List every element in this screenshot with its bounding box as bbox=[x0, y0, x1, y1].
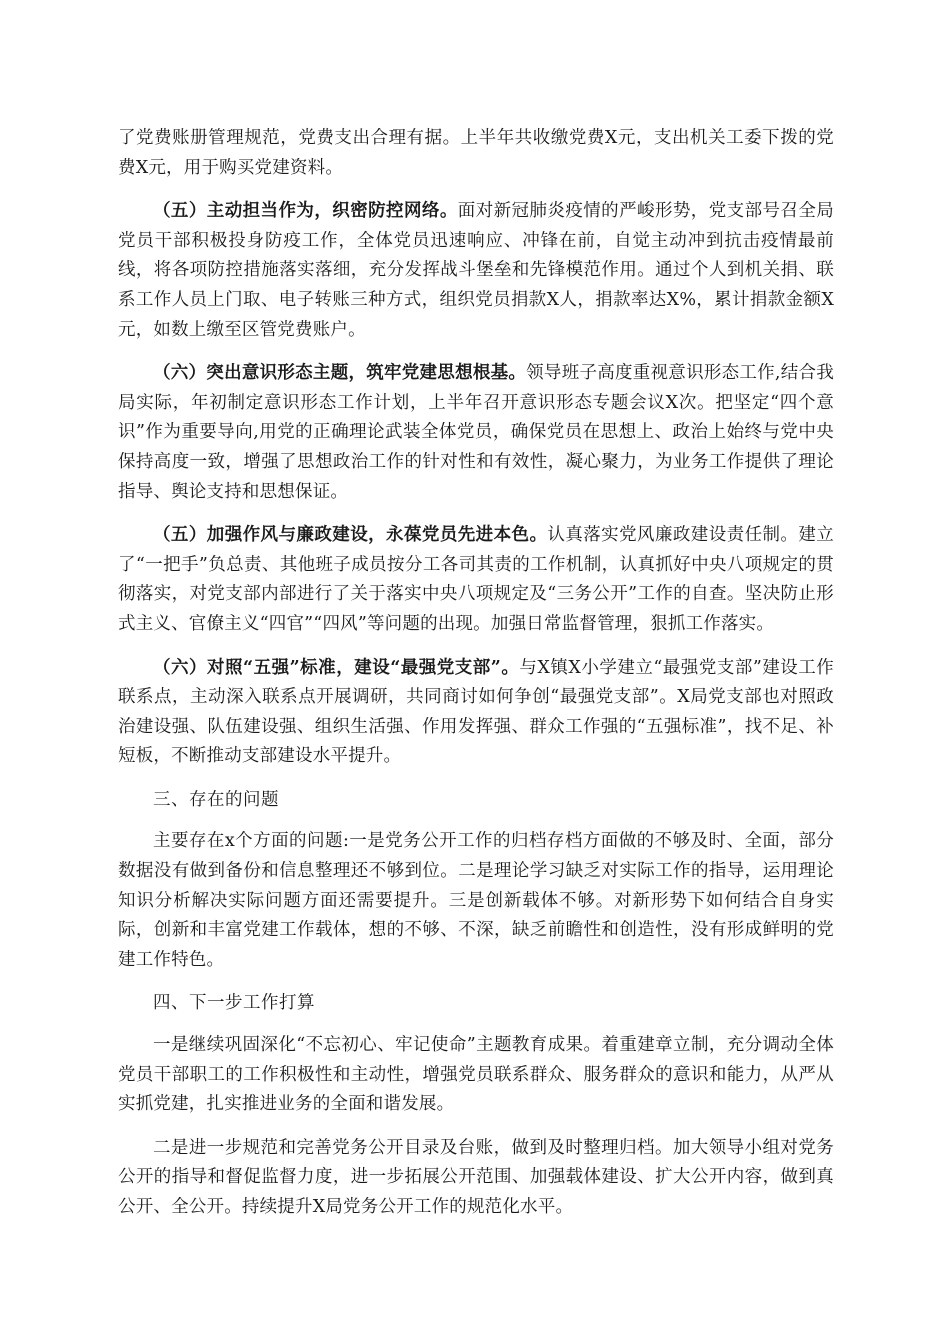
paragraph-strongest-branch bbox=[118, 654, 834, 772]
paragraph-text: 认真落实党风廉政建设责任制。建立了“一把手”负总责、其他班子成员按分工各司其责的工作机制，认真抓好中央八项规定的贯彻落实，对党支部内部进行了关于落实中央八项规定及“三务公开”工作的自查。坚决防止形式主义、官僚主义“四官”“四风”等问题的出现。加强日常监督管理，狠抓工作落实。 bbox=[118, 525, 834, 634]
paragraph-lead: （六）对照“五强”标准，建设“最强党支部”。 bbox=[153, 657, 520, 678]
paragraph-text: 与X镇X小学建立“最强党支部”建设工作联系点，主动深入联系点开展调研，共同商讨如何争创“最强党支部”。X局党支部也对照政治建设强、队伍建设强、组织生活强、作用发挥强、群众工作强的“五强标准”，找不足、补短板，不断推动支部建设水平提升。 bbox=[118, 657, 834, 767]
paragraph-next-step-1 bbox=[118, 1031, 834, 1120]
paragraph-next-step-2 bbox=[118, 1134, 834, 1223]
section-heading-next-steps: 四、下一步工作打算 bbox=[153, 993, 315, 1014]
paragraph-lead: （五）主动担当作为，织密防控网络。 bbox=[153, 201, 458, 222]
paragraph-text: 主要存在x个方面的问题:一是党务公开工作的归档存档方面做的不够及时、全面，部分数据没有做到备份和信息整理还不够到位。二是理论学习缺乏对实际工作的指导，运用理论知识分析解决实际问题方面还需要提升。三是创新载体不够。对新形势下如何结合自身实际，创新和丰富党建工作载体，想的不够、不深，缺乏前瞻性和创造性，没有形成鲜明的党建工作特色。 bbox=[118, 831, 834, 970]
paragraph-text: 一是继续巩固深化“不忘初心、牢记使命”主题教育成果。着重建章立制，充分调动全体党员干部职工的工作积极性和主动性，增强党员联系群众、服务群众的意识和能力，从严从实抓党建，扎实推进业务的全面和谐发展。 bbox=[118, 1035, 834, 1115]
paragraph-party-fee bbox=[118, 124, 834, 183]
paragraph-epidemic-control bbox=[118, 197, 834, 345]
paragraph-text: 二是进一步规范和完善党务公开目录及台账，做到及时整理归档。加大领导小组对党务公开的指导和督促监督力度，进一步拓展公开范围、加强载体建设、扩大公开内容，做到真公开、全公开。持续提升X局党务公开工作的规范化水平。 bbox=[118, 1137, 834, 1217]
paragraph-text: 领导班子高度重视意识形态工作,结合我局实际，年初制定意识形态工作计划，上半年召开意识形态专题会议X次。把坚定“四个意识”作为重要导向,用党的正确理论武装全体党员，确保党员在思想上、政治上始终与党中央保持高度一致，增强了思想政治工作的针对性和有效性，凝心聚力，为业务工作提供了理论指导、舆论支持和思想保证。 bbox=[118, 363, 834, 502]
paragraph-lead: （五）加强作风与廉政建设，永葆党员先进本色。 bbox=[153, 525, 548, 546]
paragraph-ideology bbox=[118, 359, 834, 507]
paragraph-problems bbox=[118, 827, 834, 975]
document-page bbox=[118, 124, 834, 1237]
section-heading-problems: 三、存在的问题 bbox=[153, 789, 279, 810]
paragraph-text: 了党费账册管理规范，党费支出合理有据。上半年共收缴党费X元，支出机关工委下拨的党费X元，用于购买党建资料。 bbox=[118, 128, 834, 178]
paragraph-integrity bbox=[118, 521, 834, 639]
paragraph-text: 面对新冠肺炎疫情的严峻形势，党支部号召全局党员干部积极投身防疫工作，全体党员迅速响应、冲锋在前，自觉主动冲到抗击疫情最前线，将各项防控措施落实落细，充分发挥战斗堡垒和先锋模范作用。通过个人到机关捐、联系工作人员上门取、电子转账三种方式，组织党员捐款X人，捐款率达X%，累计捐款金额X元，如数上缴至区管党费账户。 bbox=[118, 201, 834, 340]
paragraph-lead: （六）突出意识形态主题，筑牢党建思想根基。 bbox=[153, 363, 527, 384]
